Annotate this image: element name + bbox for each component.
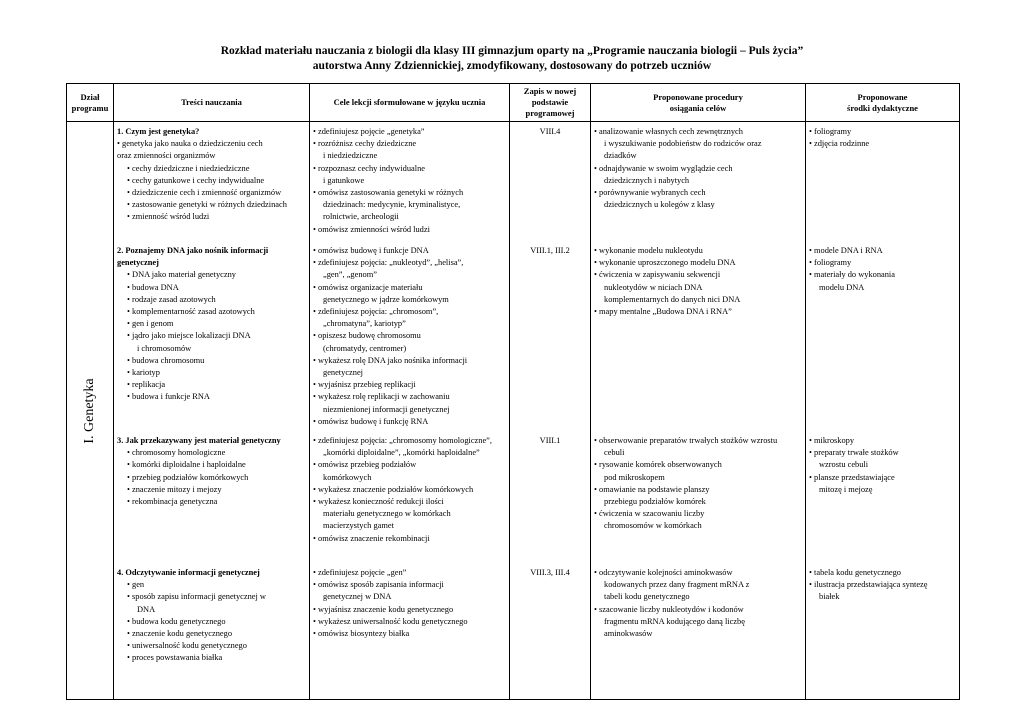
topic-goals-group	[313, 126, 506, 245]
goal-item: • zdefiniujesz pojęcie „gen”	[313, 568, 407, 577]
goal-item: • omówisz budowę i funkcje DNA	[313, 246, 429, 255]
content-item: • chromosomy homologiczne	[127, 448, 226, 458]
goal-item: i gatunkowe	[323, 175, 365, 185]
zapis-value: VIII.4	[539, 127, 561, 136]
goal-item: • wyjaśnisz znaczenie kodu genetycznego	[313, 604, 454, 614]
header-zapis: Zapis w nowej podstawie programowej	[510, 84, 591, 122]
means-item: białek	[819, 592, 840, 602]
procedure-item: • mapy mentalne „Budowa DNA i RNA”	[594, 307, 732, 317]
topic-procedures-group	[594, 435, 802, 567]
title-line-1: Rozkład materiału nauczania z biologii dla klasy III gimnazjum oparty na „Programie nauczania biologii – Puls życia”	[220, 45, 804, 57]
goal-item: • omówisz budowę i funkcję RNA	[313, 416, 429, 426]
topic-content-group	[117, 567, 306, 697]
goal-item: • opiszesz budowę chromosomu	[313, 331, 421, 341]
procedure-item: tabeli kodu genetycznego	[604, 592, 690, 602]
procedure-item: • wykonanie modelu nukleotydu	[594, 246, 703, 255]
goal-item: • omówisz zastosowania genetyki w różnych	[313, 188, 464, 198]
topic-procedures-group	[594, 126, 802, 245]
content-item: • uniwersalność kodu genetycznego	[127, 641, 247, 651]
means-item: • mikroskopy	[809, 436, 855, 445]
goal-item: materiału genetycznego w komórkach	[323, 509, 451, 519]
content-item: • genetyka jako nauka o dziedziczeniu cech	[117, 139, 263, 149]
goal-item: genetycznej w DNA	[323, 592, 392, 602]
means-item: • foliogramy	[809, 127, 852, 136]
procedure-item: • odnajdywanie w swoim wyglądzie cech	[594, 163, 733, 173]
topic-means-group	[809, 126, 956, 245]
goal-item: • zdefiniujesz pojęcia: „nukleotyd”, „helisa”,	[313, 258, 464, 268]
section-label: I. Genetyka	[82, 377, 97, 444]
procedure-item: • analizowanie własnych cech zewnętrznych	[594, 127, 743, 136]
goal-item: (chromatydy, centromer)	[323, 343, 407, 353]
procedure-item: cebuli	[604, 448, 625, 458]
topic-procedures-group	[594, 245, 802, 435]
means-column	[806, 122, 960, 700]
procedure-item: • ćwiczenia w zapisywaniu sekwencji	[594, 270, 721, 280]
goal-item: niezmienionej informacji genetycznej	[323, 404, 450, 414]
content-item: • jądro jako miejsce lokalizacji DNA	[127, 331, 251, 341]
procedure-item: pod mikroskopem	[604, 472, 665, 482]
procedure-item: • porównywanie wybranych cech	[594, 188, 706, 198]
procedure-item: • ćwiczenia w szacowaniu liczby	[594, 509, 705, 519]
topic-goals-group	[313, 435, 506, 567]
topic-content-group	[117, 245, 306, 435]
means-item: • tabela kodu genetycznego	[809, 568, 901, 577]
content-item: • proces powstawania białka	[127, 653, 223, 663]
goal-item: komórkowych	[323, 472, 372, 482]
goal-item: • omówisz zmienności wśród ludzi	[313, 224, 430, 234]
content-item: • znaczenie kodu genetycznego	[127, 629, 233, 639]
topic-title: 1. Czym jest genetyka?	[117, 127, 200, 136]
topic-title: 4. Odczytywanie informacji genetycznej	[117, 568, 260, 577]
content-item: • rekombinacja genetyczna	[127, 497, 218, 507]
topic-zapis-group	[513, 435, 587, 567]
goal-item: • zdefiniujesz pojęcie „genetyka”	[313, 127, 425, 136]
topic-goals-group	[313, 245, 506, 435]
content-item: • sposób zapisu informacji genetycznej w	[127, 592, 266, 602]
content-item: DNA	[137, 604, 156, 614]
zapis-value: VIII.1	[539, 436, 561, 445]
means-item: • modele DNA i RNA	[809, 246, 883, 255]
means-item: • materiały do wykonania	[809, 270, 895, 280]
means-item: wzrostu cebuli	[819, 460, 869, 470]
title-line-2: autorstwa Anny Zdziennickiej, zmodyfikowany, dostosowany do potrzeb uczniów	[312, 60, 712, 72]
goal-item: • omówisz sposób zapisania informacji	[313, 580, 444, 590]
content-item: • kariotyp	[127, 368, 160, 378]
topic-zapis-group	[513, 245, 587, 435]
goal-item: • wykażesz rolę DNA jako nośnika informacji	[313, 355, 468, 365]
content-item: • komórki diploidalne i haploidalne	[127, 460, 246, 470]
content-item: • gen	[127, 580, 145, 590]
goal-item: dziedzinach: medycynie, kryminalistyce,	[323, 200, 461, 210]
topic-zapis-group	[513, 567, 587, 697]
procedure-item: dziedzicznych u kolegów z klasy	[604, 200, 715, 210]
goal-item: • zdefiniujesz pojęcia: „chromosomy homologiczne”,	[313, 436, 492, 445]
body-row	[67, 122, 960, 700]
section-cell	[67, 122, 114, 700]
means-item: • preparaty trwałe stożków	[809, 448, 899, 458]
content-column	[114, 122, 310, 700]
procedure-item: fragmentu mRNA kodującego daną liczbę	[604, 616, 745, 626]
means-item: • zdjęcia rodzinne	[809, 139, 870, 149]
topic-means-group	[809, 245, 956, 435]
zapis-column	[510, 122, 591, 700]
goal-item: rolnictwie, archeologii	[323, 212, 399, 222]
header-procedury: Proponowane procedury osiągania celów	[591, 84, 806, 122]
content-item: • cechy dziedziczne i niedziedziczne	[127, 163, 250, 173]
header-tresci: Treści nauczania	[114, 84, 310, 122]
means-item: • plansze przedstawiające	[809, 472, 895, 482]
procedure-item: dziadków	[604, 151, 637, 161]
procedure-item: • rysowanie komórek obserwowanych	[594, 460, 722, 470]
goal-item: • wyjaśnisz przebieg replikacji	[313, 380, 416, 390]
content-item: • budowa chromosomu	[127, 355, 205, 365]
procedure-item: przebiegu podziałów komórek	[604, 497, 706, 507]
goal-item: genetycznej	[323, 368, 363, 378]
procedure-item: • szacowanie liczby nukleotydów i kodonów	[594, 604, 744, 614]
goal-item: • omówisz biosyntezy białka	[313, 629, 410, 639]
header-cele: Cele lekcji sformułowane w języku ucznia	[310, 84, 510, 122]
topic-content-group	[117, 435, 306, 567]
topic-title: 2. Poznajemy DNA jako nośnik informacji	[117, 246, 269, 255]
content-item: oraz zmienności organizmów	[117, 151, 216, 161]
header-dzial: Dział programu	[67, 84, 114, 122]
content-item: • cechy gatunkowe i cechy indywidualne	[127, 175, 265, 185]
content-item: i chromosomów	[137, 343, 192, 353]
means-item: • ilustracja przedstawiająca syntezę	[809, 580, 928, 590]
goal-item: macierzystych gamet	[323, 521, 394, 531]
content-item: • zmienność wśród ludzi	[127, 212, 210, 222]
content-item: • dziedziczenie cech i zmienność organizmów	[127, 188, 282, 198]
goals-column	[310, 122, 510, 700]
topic-means-group	[809, 435, 956, 567]
goal-item: • omówisz przebieg podziałów	[313, 460, 417, 470]
zapis-value: VIII.3, III.4	[530, 568, 570, 577]
zapis-value: VIII.1, III.2	[530, 246, 570, 255]
content-item: • budowa kodu genetycznego	[127, 616, 226, 626]
content-item: • gen i genom	[127, 319, 174, 329]
curriculum-table	[66, 83, 960, 700]
goal-item: • zdefiniujesz pojęcia: „chromosom”,	[313, 307, 439, 317]
goal-item: „chromatyna”, kariotyp”	[323, 319, 406, 329]
goal-item: genetycznego w jądrze komórkowym	[323, 294, 449, 304]
content-item: • przebieg podziałów komórkowych	[127, 472, 249, 482]
header-srodki: Proponowane środki dydaktyczne	[806, 84, 960, 122]
means-item: mitozę i mejozę	[819, 484, 873, 494]
content-item: • budowa DNA	[127, 282, 179, 292]
procedures-column	[591, 122, 806, 700]
header-row	[67, 84, 960, 122]
procedure-item: aminokwasów	[604, 629, 653, 639]
procedure-item: kodowanych przez dany fragment mRNA z	[604, 580, 750, 590]
goal-item: i niedziedziczne	[323, 151, 378, 161]
goal-item: • wykażesz uniwersalność kodu genetycznego	[313, 616, 468, 626]
topic-zapis-group	[513, 126, 587, 245]
goal-item: • omówisz znaczenie rekombinacji	[313, 533, 430, 543]
procedure-item: • odczytywanie kolejności aminokwasów	[594, 568, 733, 577]
goal-item: „komórki diploidalne”, „komórki haploidalne”	[323, 448, 480, 458]
procedure-item: dziedzicznych i nabytych	[604, 175, 690, 185]
topic-procedures-group	[594, 567, 802, 697]
goal-item: • omówisz organizacje materiału	[313, 282, 423, 292]
content-item: • budowa i funkcje RNA	[127, 392, 210, 402]
means-item: • foliogramy	[809, 258, 852, 268]
goal-item: • wykażesz rolę replikacji w zachowaniu	[313, 392, 450, 402]
topic-content-group	[117, 126, 306, 245]
procedure-item: • obserwowanie preparatów trwałych stożków wzrostu	[594, 436, 778, 445]
procedure-item: • omawianie na podstawie planszy	[594, 484, 710, 494]
content-item: • rodzaje zasad azotowych	[127, 294, 216, 304]
procedure-item: i wyszukiwanie podobieństw do rodziców oraz	[604, 139, 762, 149]
goal-item: • wykażesz znaczenie podziałów komórkowych	[313, 484, 474, 494]
content-item: • zastosowanie genetyki w różnych dziedzinach	[127, 200, 287, 210]
content-item: • replikacja	[127, 380, 166, 390]
content-item: • znaczenie mitozy i mejozy	[127, 484, 222, 494]
procedure-item: komplementarnych do danych nici DNA	[604, 294, 741, 304]
topic-means-group	[809, 567, 956, 697]
means-item: modelu DNA	[819, 282, 865, 292]
goal-item: „gen”, „genom”	[323, 270, 377, 280]
topic-title: genetycznej	[117, 258, 159, 268]
goal-item: • rozpoznasz cechy indywidualne	[313, 163, 425, 173]
document-title	[0, 44, 1024, 74]
topic-goals-group	[313, 567, 506, 697]
procedure-item: • wykonanie uproszczonego modelu DNA	[594, 258, 736, 268]
topic-title: 3. Jak przekazywany jest materiał genetyczny	[117, 436, 281, 445]
procedure-item: nukleotydów w niciach DNA	[604, 282, 703, 292]
content-item: • DNA jako materiał genetyczny	[127, 270, 236, 280]
content-item: • komplementarność zasad azotowych	[127, 307, 255, 317]
procedure-item: chromosomów w komórkach	[604, 521, 702, 531]
goal-item: • wykażesz konieczność redukcji ilości	[313, 497, 444, 507]
goal-item: • rozróżnisz cechy dziedziczne	[313, 139, 417, 149]
